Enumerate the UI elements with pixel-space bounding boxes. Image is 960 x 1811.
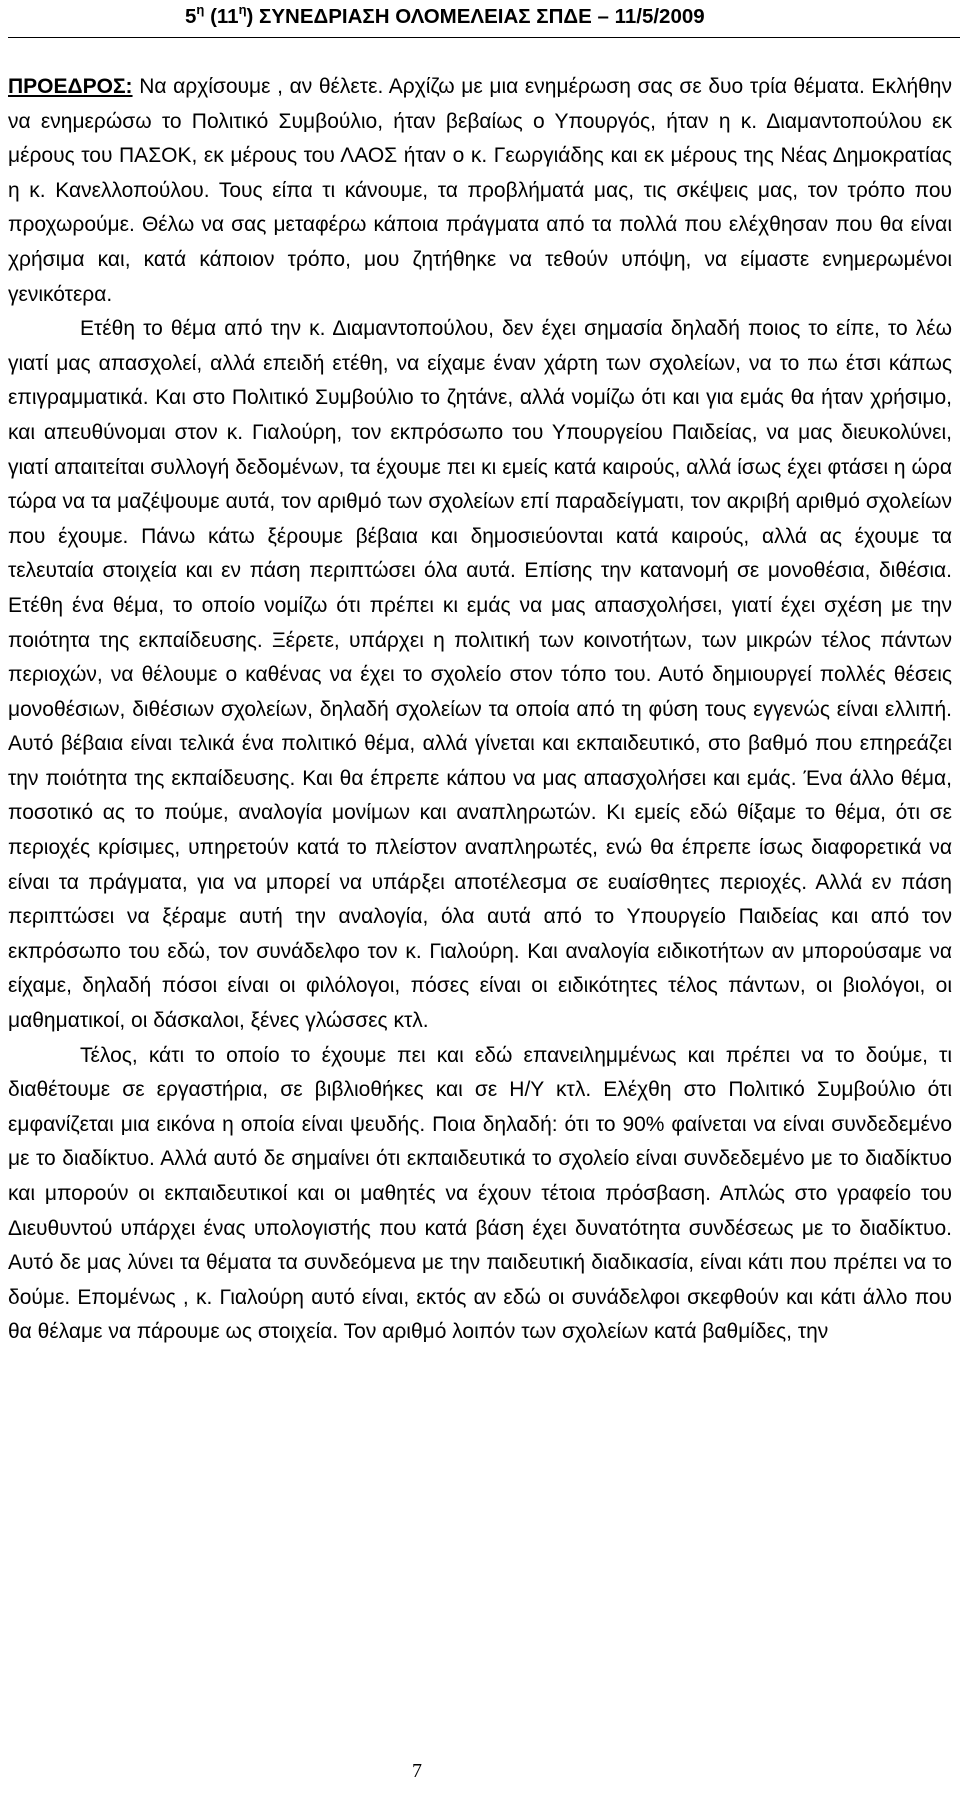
page-number: 7 bbox=[412, 1760, 422, 1782]
header-divider bbox=[8, 37, 960, 38]
session-title: ΣΥΝΕΔΡΙΑΣΗ ΟΛΟΜΕΛΕΙΑΣ ΣΠΔΕ – 11/5/2009 bbox=[259, 5, 705, 28]
session-order-suffix: η bbox=[238, 2, 247, 18]
session-number: 5 bbox=[185, 5, 197, 28]
paragraph-1 bbox=[8, 70, 952, 312]
page-header bbox=[0, 0, 960, 36]
speaker-label: ΠΡΟΕΔΡΟΣ: bbox=[8, 75, 133, 98]
paragraph-2 bbox=[8, 312, 952, 1038]
header-title bbox=[185, 2, 705, 29]
transcript-body bbox=[8, 70, 952, 1350]
paragraph-1-text: Να αρχίσουμε , αν θέλετε. Αρχίζω με μια ενημέρωση σας σε δυο τρία θέματα. Εκλήθην να ενημερώσω το Πολιτικό Συμβούλιο, ήταν βεβαίως ο Υπουργός, ήταν η κ. Διαμαντοπούλου εκ μέρους του ΠΑΣΟΚ, εκ μέρους του ΛΑΟΣ ήταν ο κ. Γεωργιάδης και εκ μέρους της Νέας Δημοκρατίας η κ. Κανελλοπούλου. Τους είπα τι κάνουμε, τα προβλήματά μας, τις σκέψεις μας, τον τρόπο που προχωρούμε. Θέλω να σας μεταφέρω κάποια πράγματα από τα πολλά που ελέχθησαν που θα είναι χρήσιμα και, κατά κάποιον τρόπο, μου ζητήθηκε να τεθούν υπόψη, να είμαστε ενημερωμένοι γενικότερα. bbox=[8, 75, 952, 306]
session-order-close: ) bbox=[246, 5, 254, 28]
paragraph-3 bbox=[8, 1039, 952, 1350]
paragraph-3-text: Τέλος, κάτι το οποίο το έχουμε πει και εδώ επανειλημμένως και πρέπει να το δούμε, τι διαθέτουμε σε εργαστήρια, σε βιβλιοθήκες και σε Η/Υ κτλ. Ελέχθη στο Πολιτικό Συμβούλιο ότι εμφανίζεται μια εικόνα η οποία είναι ψευδής. Ποια δηλαδή: ότι το 90% φαίνεται να είναι συνδεδεμένο με το διαδίκτυο. Αλλά αυτό δε σημαίνει ότι εκπαιδευτικά το σχολείο είναι συνδεδεμένο με το διαδίκτυο και μπορούν οι εκπαιδευτικοί και οι μαθητές να έχουν τέτοια πρόσβαση. Απλώς στο γραφείο του Διευθυντού υπάρχει ένας υπολογιστής που κατά βάση έχει δυνατότητα συνδέσεως με το διαδίκτυο. Αυτό δε μας λύνει τα θέματα τα συνδεόμενα με την παιδευτική διαδικασία, είναι κάτι που πρέπει να το δούμε. Επομένως , κ. Γιαλούρη αυτό είναι, εκτός αν εδώ οι συνάδελφοι σκεφθούν και κάτι άλλο που θα θέλαμε να πάρουμε ως στοιχεία. Τον αριθμό λοιπόν των σχολείων κατά βαθμίδες, την bbox=[8, 1043, 952, 1344]
session-number-suffix: η bbox=[196, 2, 205, 18]
session-order-open: (11 bbox=[210, 5, 239, 28]
paragraph-2-text: Ετέθη το θέμα από την κ. Διαμαντοπούλου, δεν έχει σημασία δηλαδή ποιος το είπε, το λέω γιατί μας απασχολεί, αλλά επειδή ετέθη, να είχαμε έναν χάρτη των σχολείων, να το πω έτσι κάπως επιγραμματικά. Και στο Πολιτικό Συμβούλιο το ζητάνε, αλλά νομίζω ότι και για εμάς θα ήταν χρήσιμο, και απευθύνομαι στον κ. Γιαλούρη, τον εκπρόσωπο του Υπουργείου Παιδείας, να μας διευκολύνει, γιατί απαιτείται συλλογή δεδομένων, τα έχουμε πει κι εμείς κατά καιρούς, αλλά ίσως έχει φτάσει η ώρα τώρα να τα μαζέψουμε αυτά, τον αριθμό των σχολείων επί παραδείγματι, τον ακριβή αριθμό σχολείων που έχουμε. Πάνω κάτω ξέρουμε βέβαια και δημοσιεύονται κατά καιρούς, αλλά ας έχουμε τα τελευταία στοιχεία και εν πάση περιπτώσει όλα αυτά. Επίσης την κατανομή σε μονοθέσια, διθέσια. Ετέθη ένα θέμα, το οποίο νομίζω ότι πρέπει κι εμάς να μας απασχολήσει, γιατί έχει σχέση με την ποιότητα της εκπαίδευσης. Ξέρετε, υπάρχει η πολιτική των κοινοτήτων, των μικρών τέλος πάντων περιοχών, να θέλουμε ο καθένας να έχει το σχολείο στον τόπο του. Αυτό δημιουργεί πολλές θέσεις μονοθέσιων, διθέσιων σχολείων, δηλαδή σχολείων τα οποία από τη φύση τους εγγενώς είναι ελλιπή. Αυτό βέβαια είναι τελικά ένα πολιτικό θέμα, αλλά γίνεται και εκπαιδευτικό, στο βαθμό που επηρεάζει την ποιότητα της εκπαίδευσης. Και θα έπρεπε κάπου να μας απασχολήσει και εμάς. Ένα άλλο θέμα, ποσοτικό ας το πούμε, αναλογία μονίμων και αναπληρωτών. Κι εμείς εδώ θίξαμε το θέμα, ότι σε περιοχές κρίσιμες, υπηρετούν κατά το πλείστον αναπληρωτές, ενώ θα έπρεπε ίσως διαφορετικά να είναι τα πράγματα, για να μπορεί να υπάρξει αποτέλεσμα σε ευαίσθητες περιοχές. Αλλά εν πάση περιπτώσει να ξέραμε αυτή την αναλογία, όλα αυτά από το Υπουργείο Παιδείας και από τον εκπρόσωπο του εδώ, τον συνάδελφο τον κ. Γιαλούρη. Και αναλογία ειδικοτήτων αν μπορούσαμε να είχαμε, δηλαδή πόσοι είναι οι φιλόλογοι, πόσες είναι οι ειδικότητες τέλος πάντων, οι βιολόγοι, οι μαθηματικοί, οι δάσκαλοι, ξένες γλώσσες κτλ. bbox=[8, 317, 952, 1033]
